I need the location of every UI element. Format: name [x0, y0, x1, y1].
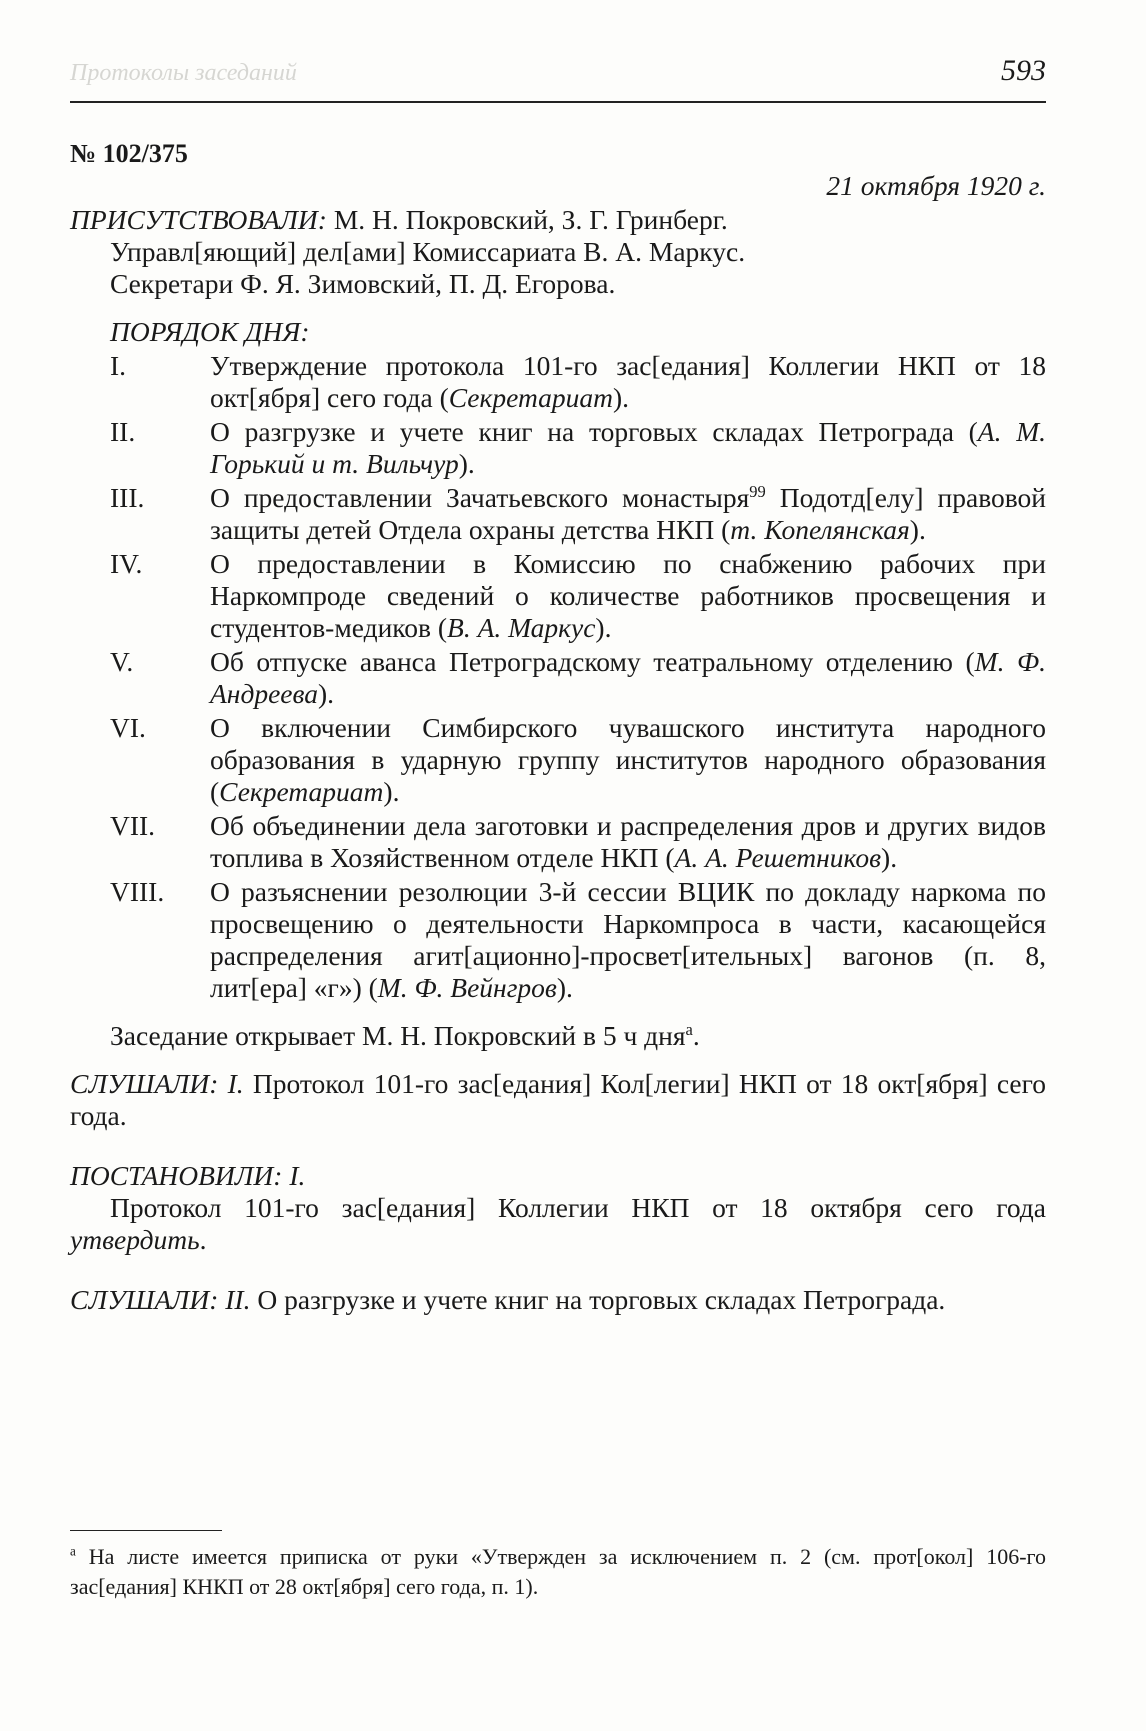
agenda-item-text: О разгрузке и учете книг на торговых складах Петрограда (А. М. Горький и т. Вильчур). — [210, 416, 1046, 479]
attendees-manager: Управл[яющий] дел[ами] Комиссариата В. А. Маркус. — [110, 236, 746, 267]
resolved-1-label: ПОСТАНОВИЛИ: I. — [70, 1160, 306, 1191]
resolved-1-text: Протокол 101-го зас[едания] Коллегии НКП от 18 октября сего года утвердить. — [70, 1192, 1046, 1255]
header-rule — [70, 101, 1046, 103]
document-body — [70, 138, 1046, 1316]
agenda-item-text: Утверждение протокола 101-го зас[едания] Коллегии НКП от 18 окт[ября] сего года (Секретариат). — [210, 350, 1046, 413]
agenda-item — [70, 876, 1046, 1004]
attendees-secretaries: Секретари Ф. Я. Зимовский, П. Д. Егорова. — [110, 268, 616, 299]
heard-1 — [70, 1068, 1046, 1132]
agenda-item-number: VI. — [110, 712, 146, 743]
agenda-item-number: I. — [110, 350, 127, 381]
footnote-mark: а — [70, 1543, 76, 1559]
agenda-title: ПОРЯДОК ДНЯ: — [110, 316, 310, 347]
agenda-item — [70, 646, 1046, 710]
agenda-item — [70, 482, 1046, 546]
footnote-rule — [70, 1530, 222, 1531]
agenda-item — [70, 350, 1046, 414]
agenda-list — [70, 350, 1046, 1004]
agenda-item-text: О предоставлении Зачатьевского монастыря$^{99}$ Подотд[елу] правовой защиты детей Отдела охраны детства НКП (т. Копелянская). — [210, 481, 1047, 545]
agenda-item-number: II. — [110, 416, 136, 447]
opening-line: Заседание открывает М. Н. Покровский в 5 ч дня$^а$. — [110, 1019, 700, 1051]
agenda-item — [70, 416, 1046, 480]
heard-2-text: О разгрузке и учете книг на торговых складах Петрограда. — [250, 1284, 946, 1315]
attendees-label: ПРИСУТСТВОВАЛИ: — [70, 204, 327, 235]
agenda-item-text: О разъяснении резолюции 3-й сессии ВЦИК по докладу наркома по просвещению о деятельности Наркомпроса в части, касающейся распределения агит[ационно]-просвет[ительных] вагонов (п. 8, лит[ера] «г») (М. Ф. Вейнгров). — [210, 876, 1046, 1003]
agenda-item — [70, 712, 1046, 808]
footnote — [70, 1542, 1046, 1602]
agenda-item-number: VIII. — [110, 876, 165, 907]
agenda-item-number: IV. — [110, 548, 143, 579]
heard-1-text: Протокол 101-го зас[едания] Кол[легии] НКП от 18 окт[ября] сего года. — [70, 1068, 1046, 1131]
agenda-item-text: Об отпуске аванса Петроградскому театральному отделению (М. Ф. Андреева). — [210, 646, 1046, 709]
attendees-names: М. Н. Покровский, З. Г. Гринберг. — [326, 204, 728, 235]
heard-2-label: СЛУШАЛИ: II. — [70, 1284, 251, 1315]
footnote-text: На листе имеется приписка от руки «Утвержден за исключением п. 2 (см. прот[окол] 106-го зас[едания] КНКП от 28 окт[ября] сего года, п. 1). — [70, 1544, 1046, 1599]
agenda-item-number: V. — [110, 646, 134, 677]
heard-2 — [70, 1284, 1046, 1316]
agenda-item — [70, 548, 1046, 644]
agenda-item-text: Об объединении дела заготовки и распределения дров и других видов топлива в Хозяйственном отделе НКП (А. А. Решетников). — [210, 810, 1046, 873]
document-number: № 102/375 — [70, 139, 188, 168]
heard-1-label: СЛУШАЛИ: I. — [70, 1068, 244, 1099]
footnote-reference: а — [685, 1019, 693, 1039]
agenda-item-text: О предоставлении в Комиссию по снабжению рабочих при Наркомпроде сведений о количестве работников просвещения и студентов-медиков (В. А. Маркус). — [210, 548, 1046, 643]
page-number: 593 — [1001, 54, 1046, 87]
agenda-item-number: III. — [110, 482, 145, 513]
agenda-item-number: VII. — [110, 810, 156, 841]
running-title: Протоколы заседаний — [70, 60, 297, 86]
agenda-item — [70, 810, 1046, 874]
document-date: 21 октября 1920 г. — [826, 170, 1046, 201]
attendees-line — [70, 204, 1046, 236]
agenda-item-text: О включении Симбирского чувашского института народного образования в ударную группу институтов народного образования (Секретариат). — [210, 712, 1046, 807]
note-reference: 99 — [749, 481, 766, 501]
